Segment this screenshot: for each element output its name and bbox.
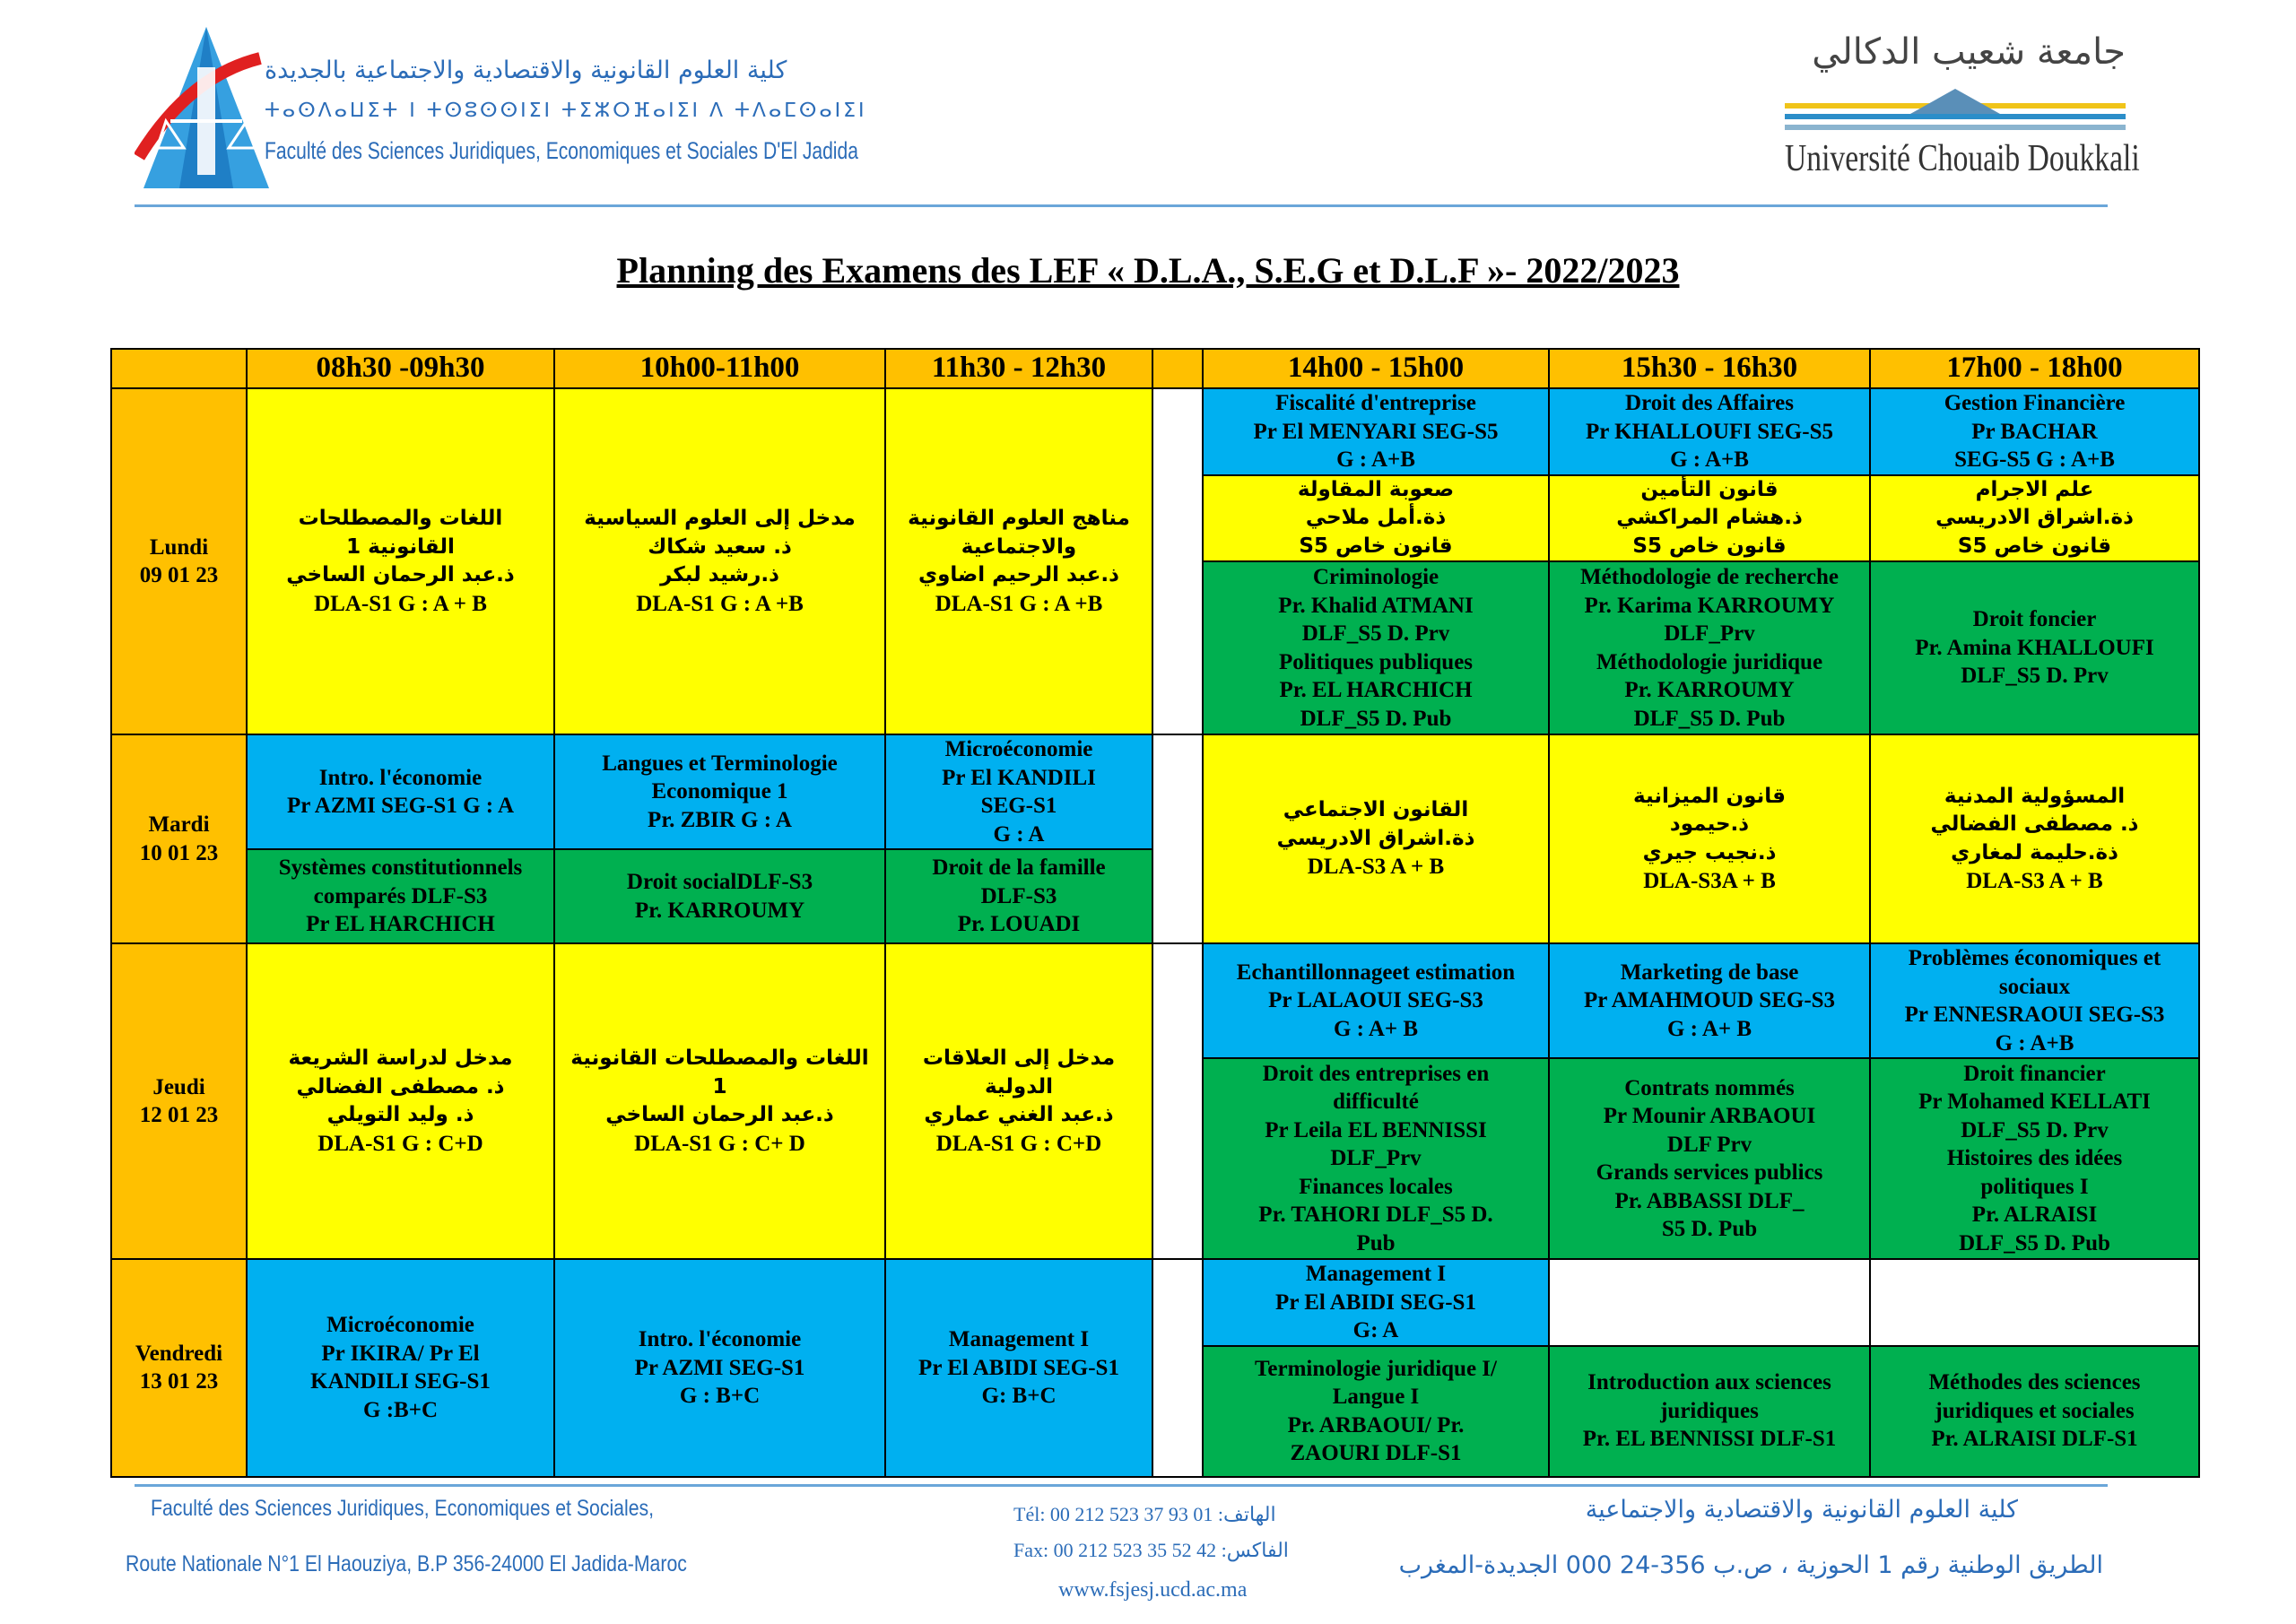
exam-cell: Microéconomie Pr El KANDILI SEG-S1 G : A [885, 734, 1152, 849]
exam-cell: Criminologie Pr. Khalid ATMANI DLF_S5 D. Prv Politiques publiques Pr. EL HARCHICH DLF_S5 D. Pub [1203, 561, 1549, 734]
exam-cell: Marketing de base Pr AMAHMOUD SEG-S3 G : A+ B [1549, 943, 1870, 1058]
faculty-header [135, 22, 867, 202]
faculty-logo-icon [135, 22, 278, 193]
time-slot-6: 17h00 - 18h00 [1870, 349, 2199, 388]
exam-cell: Management I Pr El ABIDI SEG-S1 G: B+C [885, 1259, 1152, 1477]
exam-cell: Systèmes constitutionnels comparés DLF-S3 Pr EL HARCHICH [247, 849, 554, 943]
footer-divider [135, 1484, 2108, 1487]
exam-cell: Intro. l'économie Pr AZMI SEG-S1 G : A [247, 734, 554, 849]
time-slot-4: 14h00 - 15h00 [1203, 349, 1549, 388]
time-header-row [111, 349, 2199, 388]
faculty-name-tifinagh: ⵜⴰⵙⴷⴰⵡⵉⵜ ⵏ ⵜⵙⵓⵙⵙⵏⵉⵏ ⵜⵉⵣⵔⴼⴰⵏⵉⵏ ⴷ ⵜⴷⴰⵎⵙⴰⵏⵉⵏ [265, 100, 867, 122]
time-slot-5: 15h30 - 16h30 [1549, 349, 1870, 388]
exam-cell: Echantillonnageet estimation Pr LALAOUI SEG-S3 G : A+ B [1203, 943, 1549, 1058]
exam-cell: صعوبة المقاولة ذة.أمل ملاحي قانون خاص S5 [1203, 475, 1549, 562]
exam-cell: Intro. l'économie Pr AZMI SEG-S1 G : B+C [554, 1259, 885, 1477]
exam-cell: اللغات والمصطلحات القانونية 1 ذ.عبد الرحمان الساخي DLA-S1 G : A + B [247, 388, 554, 734]
exam-cell: قانون الميزانية ذ.حيمود ذ.نجيب جيري DLA-S3A + B [1549, 734, 1870, 943]
break-cell [1152, 943, 1203, 1259]
footer-tel: Tél: 00 212 523 37 93 01 :الهاتف [1013, 1503, 1276, 1525]
time-slot-3: 11h30 - 12h30 [885, 349, 1152, 388]
time-slot-1: 08h30 -09h30 [247, 349, 554, 388]
exam-cell: Fiscalité d'entreprise Pr El MENYARI SEG-S5 G : A+B [1203, 388, 1549, 475]
header-divider [135, 204, 2108, 207]
jeudi-row-1 [111, 943, 2199, 1058]
exam-cell: مناهج العلوم القانونية والاجتماعية ذ.عبد الرحيم اضاوي DLA-S1 G : A +B [885, 388, 1152, 734]
university-header [1785, 31, 2140, 193]
exam-cell: Droit des Affaires Pr KHALLOUFI SEG-S5 G : A+B [1549, 388, 1870, 475]
break-cell [1152, 388, 1203, 734]
exam-cell: مدخل إلى العلاقات الدولية ذ.عبد الغني عماري DLA-S1 G : C+D [885, 943, 1152, 1259]
exam-cell: مدخل إلى العلوم السياسية ذ. سعيد شكاك ذ.رشيد لبكر DLA-S1 G : A +B [554, 388, 885, 734]
exam-cell: مدخل لدراسة الشريعة ذ. مصطفى الفضالي ذ. وليد التويلي DLA-S1 G : C+D [247, 943, 554, 1259]
exam-cell: اللغات والمصطلحات القانونية 1 ذ.عبد الرحمان الساخي DLA-S1 G : C+ D [554, 943, 885, 1259]
exam-cell: Droit foncier Pr. Amina KHALLOUFI DLF_S5 D. Prv [1870, 561, 2199, 734]
faculty-name-arabic: كلية العلوم القانونية والاقتصادية والاجتماعية بالجديدة [265, 56, 787, 84]
exam-cell: Droit financier Pr Mohamed KELLATI DLF_S5 D. Prv Histoires des idées politiques I Pr. ALRAISI DLF_S5 D. Pub [1870, 1058, 2199, 1259]
exam-cell: Méthodologie de recherche Pr. Karima KARROUMY DLF_Prv Méthodologie juridique Pr. KARROUMY DLF_S5 D. Pub [1549, 561, 1870, 734]
exam-cell: Microéconomie Pr IKIRA/ Pr El KANDILI SEG-S1 G :B+C [247, 1259, 554, 1477]
time-slot-2: 10h00-11h00 [554, 349, 885, 388]
day-mardi: Mardi 10 01 23 [111, 734, 247, 943]
corner-cell [111, 349, 247, 388]
exam-cell: Droit des entreprises en difficulté Pr Leila EL BENNISSI DLF_Prv Finances locales Pr. TAHORI DLF_S5 D. Pub [1203, 1058, 1549, 1259]
exam-cell: المسؤولية المدنية ذ. مصطفى الفضالي ذة.حليمة لمغاري DLA-S3 A + B [1870, 734, 2199, 943]
exam-schedule-table [110, 348, 2200, 1478]
footer-website-link[interactable]: www.fsjesj.ucd.ac.ma [1058, 1578, 1248, 1602]
exam-cell: Problèmes économiques et sociaux Pr ENNESRAOUI SEG-S3 G : A+B [1870, 943, 2199, 1058]
footer-faculty-fr: Faculté des Sciences Juridiques, Economiques et Sociales, [151, 1496, 655, 1521]
university-name-french: Université Chouaib Doukkali [1785, 138, 2140, 179]
vendredi-row-1 [111, 1259, 2199, 1346]
break-cell [1152, 734, 1203, 943]
exam-cell: Introduction aux sciences juridiques Pr. EL BENNISSI DLF-S1 [1549, 1346, 1870, 1477]
day-jeudi: Jeudi 12 01 23 [111, 943, 247, 1259]
exam-cell: Droit de la famille DLF-S3 Pr. LOUADI [885, 849, 1152, 943]
exam-cell: Terminologie juridique I/ Langue I Pr. ARBAOUI/ Pr. ZAOURI DLF-S1 [1203, 1346, 1549, 1477]
day-lundi: Lundi 09 01 23 [111, 388, 247, 734]
exam-cell: Contrats nommés Pr Mounir ARBAOUI DLF Prv Grands services publics Pr. ABBASSI DLF_ S5 D. Pub [1549, 1058, 1870, 1259]
exam-cell: علم الاجرام ذة.اشراق الادريسي قانون خاص S5 [1870, 475, 2199, 562]
mardi-row-1 [111, 734, 2199, 849]
footer-fax: Fax: 00 212 523 35 52 42 :الفاكس [1013, 1539, 1289, 1561]
exam-cell: قانون التأمين ذ.هشام المراكشي قانون خاص S5 [1549, 475, 1870, 562]
footer-address-ar: الطريق الوطنية رقم 1 الحوزية ، ص.ب 356-24 000 الجديدة-المغرب [1398, 1551, 2103, 1579]
university-name-arabic: جامعة شعيب الدكالي [1812, 31, 2126, 73]
page-title: Planning des Examens des LEF « D.L.A., S.E.G et D.L.F »- 2022/2023 [616, 250, 1680, 291]
empty-cell [1870, 1259, 2199, 1346]
footer-faculty-ar: كلية العلوم القانونية والاقتصادية والاجتماعية [1585, 1496, 2018, 1524]
break-cell [1152, 1259, 1203, 1477]
exam-cell: Management I Pr El ABIDI SEG-S1 G: A [1203, 1259, 1549, 1346]
exam-cell: Méthodes des sciences juridiques et sociales Pr. ALRAISI DLF-S1 [1870, 1346, 2199, 1477]
faculty-name-french: Faculté des Sciences Juridiques, Economiques et Sociales D'El Jadida [265, 137, 858, 164]
day-vendredi: Vendredi 13 01 23 [111, 1259, 247, 1477]
university-logo-icon [1785, 87, 2126, 137]
break-header [1152, 349, 1203, 388]
exam-cell: Langues et Terminologie Economique 1 Pr. ZBIR G : A [554, 734, 885, 849]
exam-cell: Droit socialDLF-S3 Pr. KARROUMY [554, 849, 885, 943]
lundi-row-1 [111, 388, 2199, 475]
exam-cell: Gestion Financière Pr BACHAR SEG-S5 G : A+B [1870, 388, 2199, 475]
footer-address-fr: Route Nationale N°1 El Haouziya, B.P 356-24000 El Jadida-Maroc [126, 1551, 687, 1576]
empty-cell [1549, 1259, 1870, 1346]
exam-cell: القانون الاجتماعي ذة.اشراق الادريسي DLA-S3 A + B [1203, 734, 1549, 943]
